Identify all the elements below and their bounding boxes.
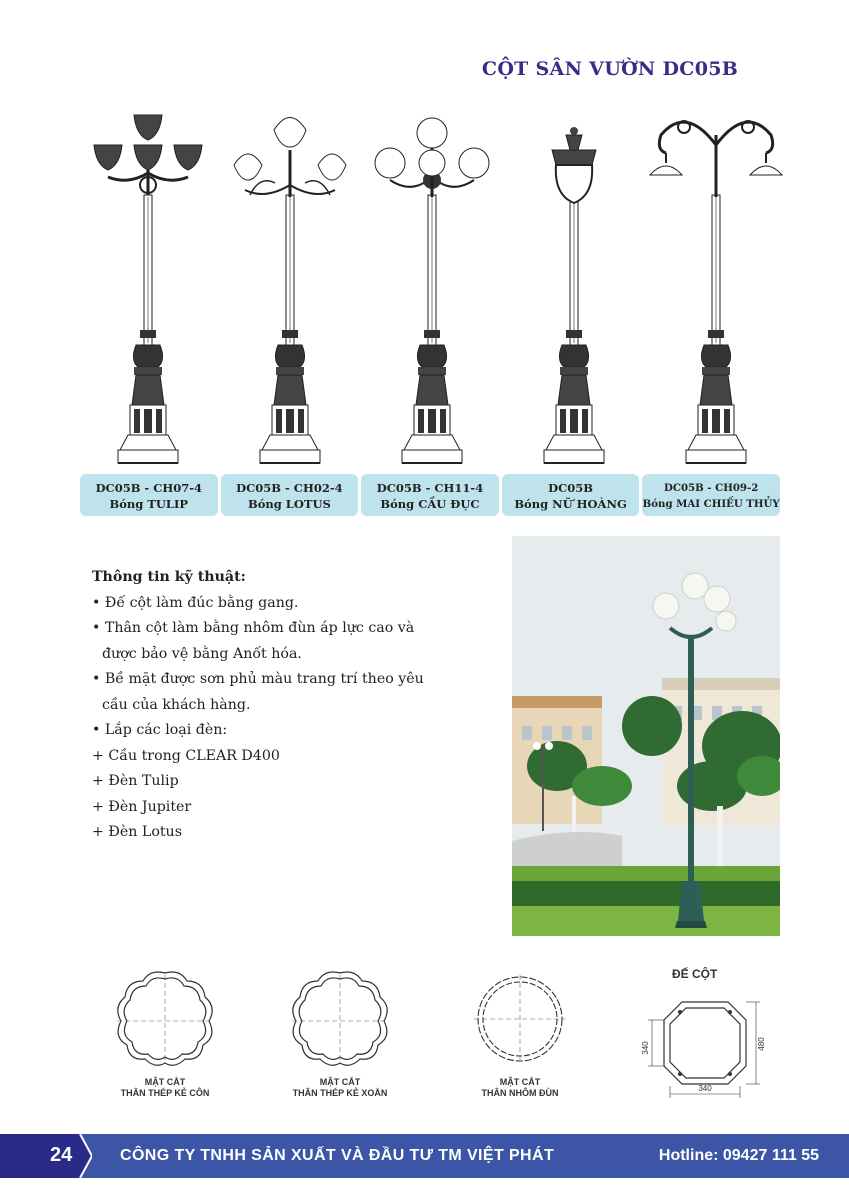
pole-lotus-illustration <box>220 105 360 473</box>
product-code: DC05B - CH07-4 <box>95 481 203 495</box>
technical-specs <box>92 565 492 846</box>
pole-tulip-illustration <box>78 105 218 473</box>
spec-line: + Cầu trong CLEAR D400 <box>92 747 280 764</box>
product-labels <box>80 474 780 516</box>
spec-line: + Đèn Lotus <box>92 824 182 840</box>
dim-bottom: 340 <box>698 1084 712 1093</box>
company-name: CÔNG TY TNHH SẢN XUẤT VÀ ĐẦU TƯ TM VIỆT PHÁT <box>120 1147 555 1164</box>
section-caption-line2: THÂN NHÔM ĐÙN <box>481 1088 559 1098</box>
product-name: Bóng TULIP <box>109 497 189 511</box>
product-label <box>80 474 218 516</box>
section-caption-line1: MẶT CẮT <box>319 1077 361 1087</box>
product-code: DC05B - CH11-4 <box>376 481 484 495</box>
product-label <box>502 474 640 516</box>
spec-line: + Đèn Jupiter <box>92 798 192 815</box>
spec-line: • Bề mặt được sơn phủ màu trang trí theo yêu <box>92 671 424 687</box>
base-title: ĐẾ CỘT <box>672 967 718 981</box>
page-title: CỘT SÂN VƯỜN DC05B <box>481 58 739 80</box>
dim-left: 340 <box>641 1041 650 1055</box>
section-extruded-aluminum <box>460 965 580 1099</box>
spec-line: • Thân cột làm bằng nhôm đùn áp lực cao và <box>92 620 415 636</box>
page-number: 24 <box>50 1144 73 1166</box>
spec-line: + Đèn Tulip <box>92 773 179 789</box>
section-caption <box>460 1077 580 1099</box>
footer-bar <box>0 1134 849 1178</box>
spec-line: • Đế cột làm đúc bằng gang. <box>92 594 299 611</box>
specs-heading: Thông tin kỹ thuật: <box>92 569 246 585</box>
spec-line: • Lắp các loại đèn: <box>92 722 228 738</box>
product-label <box>361 474 499 516</box>
pole-hanging-illustration <box>646 105 786 473</box>
product-code: DC05B - CH09-2 <box>664 482 759 494</box>
pole-queen-illustration <box>504 105 644 473</box>
section-caption-line2: THÂN THÉP KẺ XOẮN <box>292 1088 388 1098</box>
product-code: DC05B <box>548 481 593 495</box>
product-name: Bóng NỮ HOÀNG <box>514 497 627 511</box>
section-caption-line1: MẶT CẮT <box>144 1077 186 1087</box>
hotline: Hotline: 09427 111 55 <box>658 1147 819 1164</box>
section-caption <box>105 1077 225 1099</box>
product-code: DC05B - CH02-4 <box>236 481 343 495</box>
section-caption-line1: MẶT CẮT <box>499 1077 541 1087</box>
section-caption <box>280 1077 400 1099</box>
spec-line: được bảo vệ bằng Anốt hóa. <box>102 645 302 662</box>
installation-photo <box>512 536 780 936</box>
product-name: Bóng MAI CHIẾU THỦY <box>642 498 780 510</box>
lamp-pole-illustrations <box>78 105 782 473</box>
section-caption-line2: THÂN THÉP KẺ CÔN <box>120 1088 210 1098</box>
product-name: Bóng CẦU ĐỤC <box>380 497 480 511</box>
product-name: Bóng LOTUS <box>247 497 331 511</box>
pole-globe-illustration <box>362 105 502 473</box>
product-label <box>221 474 359 516</box>
page-number-tab <box>0 1134 92 1178</box>
dim-right: 480 <box>757 1037 766 1051</box>
section-twisted-steel <box>280 965 400 1099</box>
section-tapered-steel <box>105 965 225 1099</box>
product-label <box>642 474 780 516</box>
base-drawing <box>640 990 770 1105</box>
spec-line: cầu của khách hàng. <box>102 696 251 713</box>
